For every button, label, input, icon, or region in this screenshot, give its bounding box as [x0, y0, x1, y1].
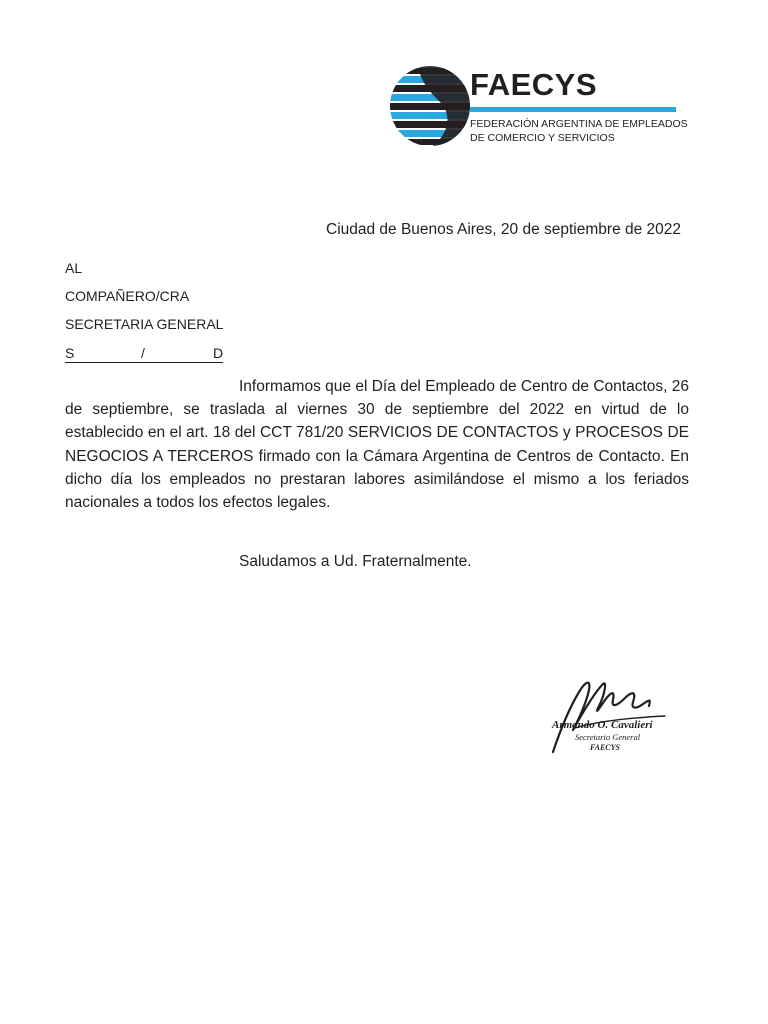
faecys-logo	[390, 64, 688, 148]
logo-subtitle-line-2: DE COMERCIO Y SERVICIOS	[470, 132, 615, 144]
letter-date: Ciudad de Buenos Aires, 20 de septiembre de 2022	[326, 221, 682, 238]
signatory-name: Armando O. Cavalieri	[552, 719, 653, 731]
address-sd-s: S	[65, 345, 75, 361]
address-line-1: AL	[65, 260, 83, 276]
address-sd-slash: /	[141, 345, 145, 361]
signatory-title: Secretario General	[575, 732, 641, 742]
address-line-3: SECRETARIA GENERAL	[65, 316, 224, 332]
address-line-2: COMPAÑERO/CRA	[65, 288, 190, 304]
letter-closing: Saludamos a Ud. Fraternalmente.	[239, 553, 472, 570]
address-sd-line	[65, 345, 223, 363]
address-sd-d: D	[213, 345, 224, 361]
faecys-globe-icon	[390, 64, 470, 148]
letter-body: Informamos que el Día del Empleado de Centro de Contactos, 26 de septiembre, se traslada al viernes 30 de septiembre del 2022 en virtud de lo establecido en el art. 18 del CCT 781/20 SERVICIOS DE CONTACTOS y PROCESOS DE NEGOCIOS A TERCEROS firmado con la Cámara Argentina de Centros de Contacto. En dicho día los empleados no prestaran labores asimilándose el mismo a los feriados nacionales a todos los efectos legales.	[65, 378, 689, 512]
logo-subtitle	[470, 117, 688, 145]
logo-rule	[470, 107, 676, 112]
signatory-org: FAECYS	[590, 743, 620, 752]
logo-subtitle-line-1: FEDERACIÓN ARGENTINA DE EMPLEADOS	[470, 118, 688, 130]
logo-wordmark: FAECYS	[470, 67, 598, 102]
